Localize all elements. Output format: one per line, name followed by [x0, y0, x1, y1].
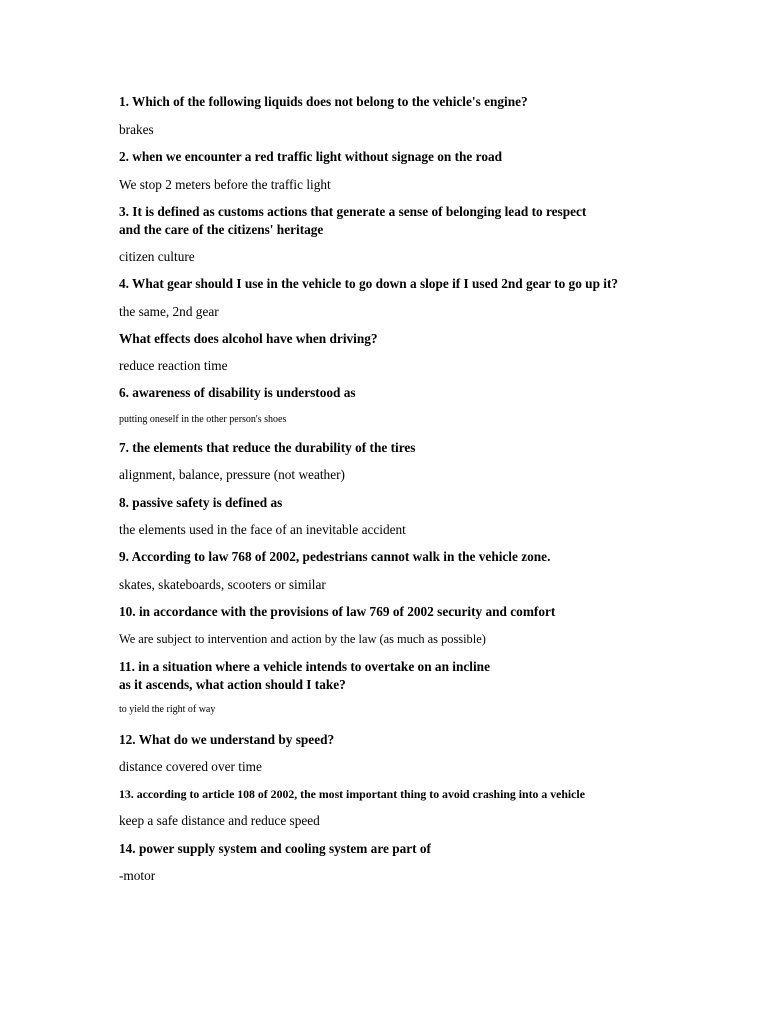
question-2: 2. when we encounter a red traffic light without signage on the road [119, 149, 503, 164]
question-5: What effects does alcohol have when driving? [119, 331, 378, 346]
answer-13: keep a safe distance and reduce speed [119, 813, 320, 828]
answer-3: citizen culture [119, 249, 195, 264]
answer-10: We are subject to intervention and action by the law (as much as possible) [119, 632, 486, 646]
answer-1: brakes [119, 122, 154, 137]
answer-2: We stop 2 meters before the traffic light [119, 177, 331, 192]
answer-5: reduce reaction time [119, 358, 228, 373]
answer-12: distance covered over time [119, 759, 262, 774]
answer-8: the elements used in the face of an inevitable accident [119, 522, 406, 537]
answer-11: to yield the right of way [119, 704, 216, 715]
question-9: 9. According to law 768 of 2002, pedestrians cannot walk in the vehicle zone. [119, 549, 551, 564]
question-13: 13. according to article 108 of 2002, the most important thing to avoid crashing into a vehicle [119, 787, 585, 801]
question-1: 1. Which of the following liquids does not belong to the vehicle's engine? [119, 94, 528, 109]
question-11-line-2: as it ascends, what action should I take? [119, 677, 346, 692]
question-3-line-2: and the care of the citizens' heritage [119, 222, 324, 237]
question-10: 10. in accordance with the provisions of law 769 of 2002 security and comfort [119, 604, 556, 619]
answer-7: alignment, balance, pressure (not weather) [119, 467, 345, 482]
question-14: 14. power supply system and cooling system are part of [119, 841, 431, 856]
question-6: 6. awareness of disability is understood as [119, 385, 356, 400]
question-4: 4. What gear should I use in the vehicle to go down a slope if I used 2nd gear to go up it? [119, 276, 619, 291]
answer-4: the same, 2nd gear [119, 304, 219, 319]
question-7: 7. the elements that reduce the durability of the tires [119, 440, 416, 455]
question-3-line-1: 3. It is defined as customs actions that generate a sense of belonging lead to respect [119, 204, 587, 219]
answer-9: skates, skateboards, scooters or similar [119, 577, 326, 592]
question-12: 12. What do we understand by speed? [119, 732, 335, 747]
answer-14: -motor [119, 868, 156, 883]
answer-6: putting oneself in the other person's shoes [119, 414, 287, 425]
question-8: 8. passive safety is defined as [119, 495, 283, 510]
question-11-line-1: 11. in a situation where a vehicle intends to overtake on an incline [119, 659, 490, 674]
